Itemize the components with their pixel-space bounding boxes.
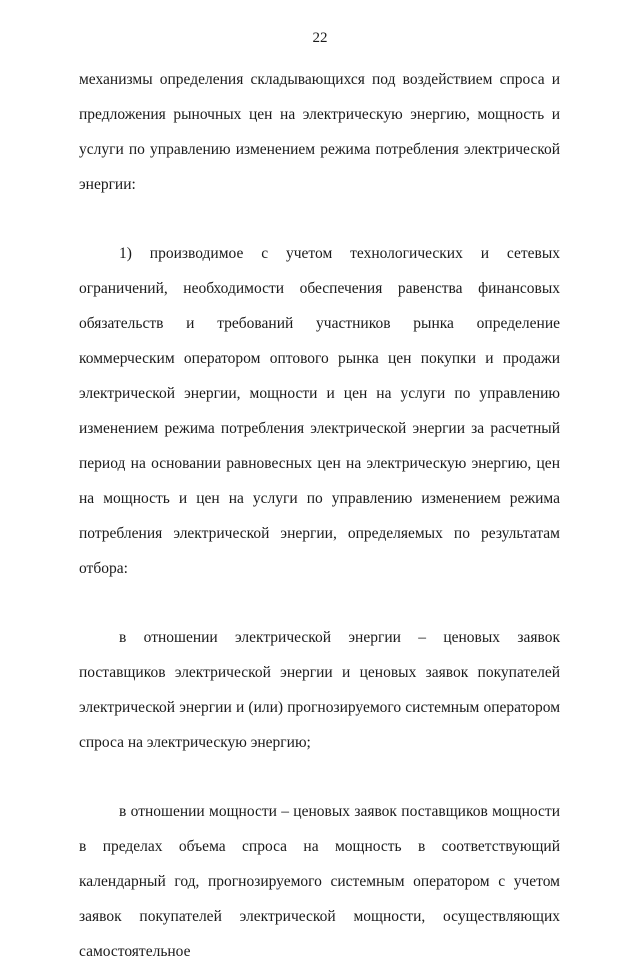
page-number: 22 — [312, 30, 328, 46]
paragraph-item-1: 1) производимое с учетом технологических и сетевых ограничений, необходимости обеспечения равенства финансовых обязательств и требований участников рынка определение коммерческим оператором оптового рынка цен покупки и продажи электрической энергии, мощности и цен на услуги по управлению изменением режима потребления электрической энергии за расчетный период на основании равновесных цен на электрическую энергию, цен на мощность и цен на услуги по управлению изменением режима потребления электрической энергии, определяемых по результатам отбора: — [79, 245, 560, 577]
document-body — [79, 62, 560, 969]
paragraph-capacity: в отношении мощности – ценовых заявок поставщиков мощности в пределах объема спроса на мощность в соответствующий календарный год, прогнозируемого системным оператором с учетом заявок покупателей электрической мощности, осуществляющих самостоятельное — [79, 803, 560, 960]
paragraph-electric-energy: в отношении электрической энергии – ценовых заявок поставщиков электрической энергии и ценовых заявок покупателей электрической энергии и (или) прогнозируемого системным оператором спроса на электрическую энергию; — [79, 629, 560, 751]
paragraph-mechanisms: механизмы определения складывающихся под воздействием спроса и предложения рыночных цен на электрическую энергию, мощность и услуги по управлению изменением режима потребления электрической энергии: — [79, 71, 560, 193]
